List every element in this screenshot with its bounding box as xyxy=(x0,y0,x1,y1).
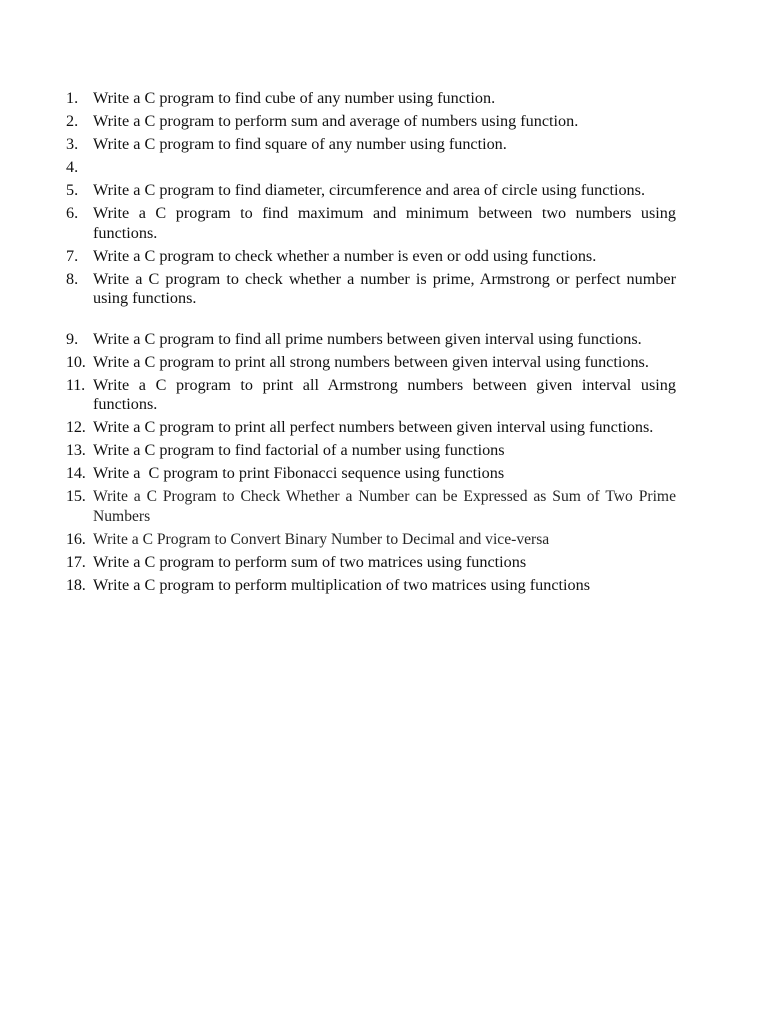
list-item xyxy=(66,204,676,243)
item-number: 8. xyxy=(66,269,79,288)
item-number: 2. xyxy=(66,112,79,130)
item-text: Write a C program to perform sum and average of numbers using function. xyxy=(93,112,579,130)
item-text: Write a C program to perform sum of two matrices using functions xyxy=(93,552,527,571)
item-number: 11. xyxy=(66,375,86,394)
item-text: Write a C program to print all strong numbers between given interval using functions. xyxy=(93,352,649,371)
item-text: Write a C program to find factorial of a number using functions xyxy=(93,441,505,459)
item-text xyxy=(93,158,676,178)
item-number: 9. xyxy=(66,329,79,348)
item-number: 4. xyxy=(66,158,79,176)
item-text: Write a C program to find all prime numbers between given interval using functions. xyxy=(93,329,642,348)
item-number: 10. xyxy=(66,352,86,371)
list-item xyxy=(66,441,676,461)
list-item xyxy=(66,330,676,350)
item-text: Write a C program to check whether a number is even or odd using functions. xyxy=(93,246,597,265)
item-text: Write a C program to find square of any number using function. xyxy=(93,135,507,153)
list-item xyxy=(66,89,676,109)
item-number: 6. xyxy=(66,204,79,222)
item-number: 17. xyxy=(66,552,86,571)
list-item xyxy=(66,376,676,415)
list-item xyxy=(66,247,676,267)
list-item xyxy=(66,576,676,596)
item-number: 5. xyxy=(66,181,79,199)
item-text: Write a C program to find cube of any number using function. xyxy=(93,89,496,107)
list-item xyxy=(66,353,676,373)
item-number: 12. xyxy=(66,418,86,436)
item-text: Write a C program to print all perfect numbers between given interval using functions. xyxy=(93,418,654,436)
item-text: Write a C program to print all Armstrong numbers between given interval using functions. xyxy=(93,375,676,413)
list-item xyxy=(66,158,676,178)
item-number: 15. xyxy=(66,487,86,505)
item-text: Write a C Program to Check Whether a Number can be Expressed as Sum of Two Prime Numbers xyxy=(93,488,676,525)
item-number: 3. xyxy=(66,135,79,153)
item-text: Write a C program to find diameter, circumference and area of circle using functions. xyxy=(93,181,645,199)
item-number: 14. xyxy=(66,464,86,482)
item-text: Write a C program to find maximum and minimum between two numbers using functions. xyxy=(93,204,676,242)
exercise-list xyxy=(66,89,676,599)
item-text: Write a C program to perform multiplication of two matrices using functions xyxy=(93,575,590,594)
item-number: 13. xyxy=(66,441,86,459)
list-item xyxy=(66,487,676,526)
item-number: 16. xyxy=(66,529,86,548)
list-item xyxy=(66,464,676,484)
item-text: Write a C Program to Convert Binary Number to Decimal and vice-versa xyxy=(93,530,550,548)
item-number: 7. xyxy=(66,246,79,265)
item-number: 18. xyxy=(66,575,86,594)
list-item xyxy=(66,553,676,573)
item-number: 1. xyxy=(66,89,79,107)
list-item xyxy=(66,530,676,550)
list-item xyxy=(66,112,676,132)
list-item xyxy=(66,270,676,309)
list-item xyxy=(66,181,676,201)
item-text: Write a C program to check whether a number is prime, Armstrong or perfect number using functions. xyxy=(93,269,676,307)
list-item xyxy=(66,135,676,155)
list-item xyxy=(66,418,676,438)
item-text: Write a C program to print Fibonacci sequence using functions xyxy=(93,464,505,482)
